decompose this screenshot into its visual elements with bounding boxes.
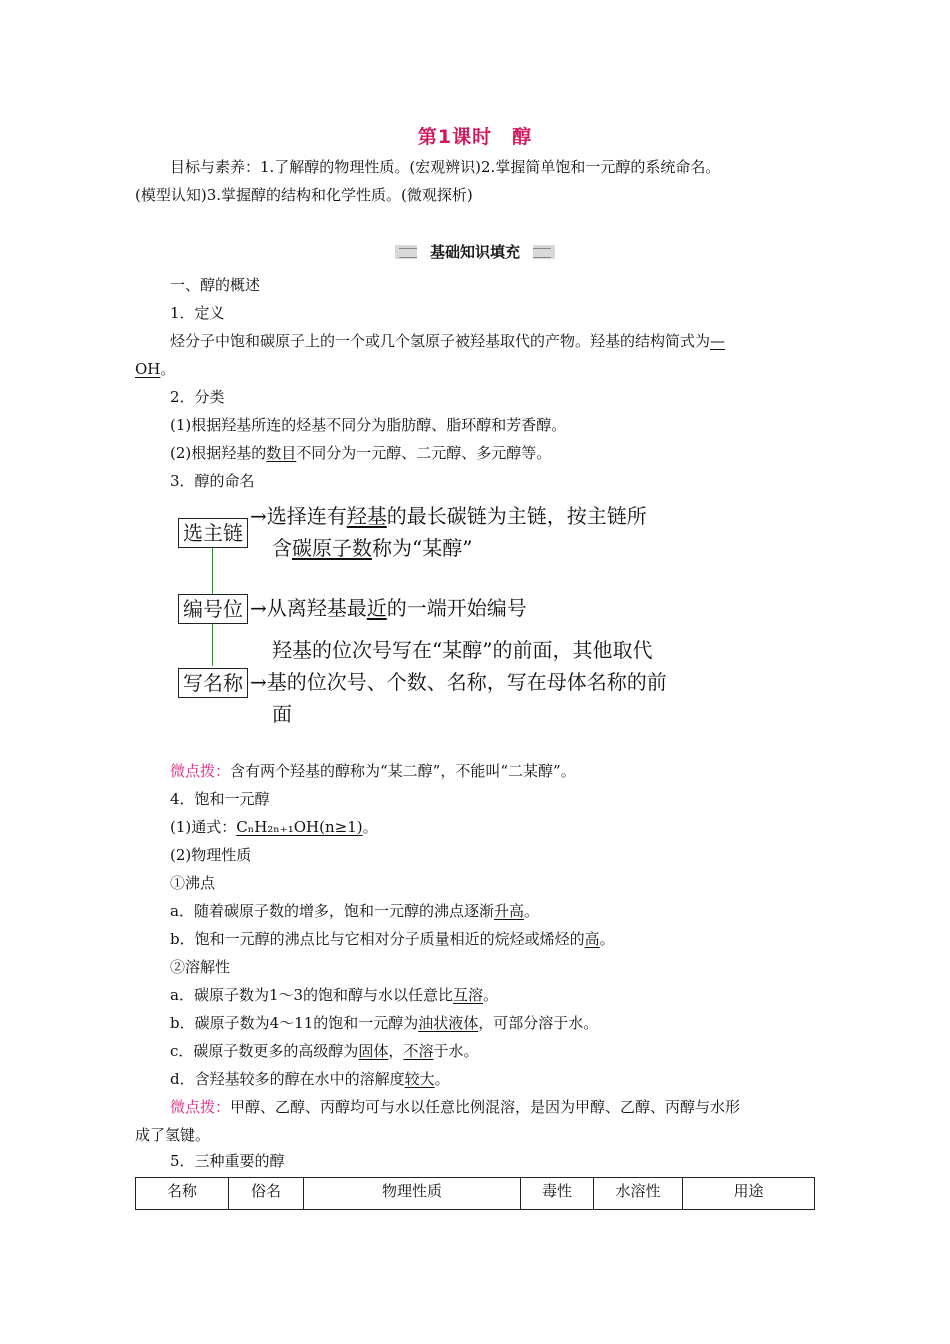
- step-text-write-name-1: 羟基的位次号写在“某醇”的前面，其他取代: [272, 638, 653, 662]
- solubility-heading: ②溶解性: [170, 958, 231, 976]
- table-header-row: [136, 1178, 815, 1210]
- step-box-write-name: 写名称: [178, 668, 248, 698]
- header-toxicity: 毒性: [521, 1178, 594, 1210]
- step-text-write-name-3: 面: [272, 702, 292, 726]
- important-alcohols-heading: 5．三种重要的醇: [170, 1152, 285, 1170]
- tip-2-line-2: 成了氢键。: [135, 1126, 211, 1144]
- definition-heading: 1．定义: [170, 304, 225, 322]
- solubility-a: a．碳原子数为1～3的饱和醇与水以任意比互溶。: [170, 986, 499, 1004]
- step-text-numbering: →从离羟基最近的一端开始编号: [250, 596, 527, 620]
- banner-label: 基础知识填充: [417, 240, 533, 264]
- saturated-alcohol-heading: 4．饱和一元醇: [170, 790, 270, 808]
- step-text-write-name-2: →基的位次号、个数、名称，写在母体名称的前: [250, 670, 667, 694]
- boiling-point-heading: ①沸点: [170, 874, 216, 892]
- goals-line-1: 目标与素养：1.了解醇的物理性质。(宏观辨识)2.掌握简单饱和一元醇的系统命名。: [170, 158, 721, 176]
- step-text-main-chain-1: →选择连有羟基的最长碳链为主链，按主链所: [250, 504, 647, 528]
- physical-properties-heading: (2)物理性质: [170, 846, 252, 864]
- solubility-b: b．碳原子数为4～11的饱和一元醇为油状液体，可部分溶于水。: [170, 1014, 599, 1032]
- solubility-c: c．碳原子数更多的高级醇为固体，不溶于水。: [170, 1042, 479, 1060]
- definition-line-1: 烃分子中饱和碳原子上的一个或几个氢原子被羟基取代的产物。羟基的结构简式为—: [170, 332, 726, 350]
- classification-1: (1)根据羟基所连的烃基不同分为脂肪醇、脂环醇和芳香醇。: [170, 416, 567, 434]
- header-uses: 用途: [683, 1178, 815, 1210]
- tip-2-line-1: 微点拨：甲醇、乙醇、丙醇均可与水以任意比例混溶，是因为甲醇、乙醇、丙醇与水形: [170, 1098, 741, 1116]
- boiling-point-a: a．随着碳原子数的增多，饱和一元醇的沸点逐渐升高。: [170, 902, 539, 920]
- alcohols-table: [135, 1177, 815, 1210]
- goals-line-2: (模型认知)3.掌握醇的结构和化学性质。(微观探析): [135, 186, 473, 204]
- solubility-d: d．含羟基较多的醇在水中的溶解度较大。: [170, 1070, 450, 1088]
- tip-1: 微点拨：含有两个羟基的醇称为“某二醇”，不能叫“二某醇”。: [170, 762, 576, 780]
- naming-heading: 3．醇的命名: [170, 472, 255, 490]
- lesson-title: 第1课时 醇: [417, 126, 533, 148]
- header-water-solubility: 水溶性: [594, 1178, 683, 1210]
- boiling-point-b: b．饱和一元醇的沸点比与它相对分子质量相近的烷烃或烯烃的高。: [170, 930, 615, 948]
- section-heading: 一、醇的概述: [170, 276, 261, 294]
- header-name: 名称: [136, 1178, 229, 1210]
- step-box-numbering: 编号位: [178, 594, 248, 624]
- step-text-main-chain-2: 含碳原子数称为“某醇”: [272, 536, 473, 560]
- definition-line-2: OH。: [135, 360, 176, 378]
- section-banner: [395, 240, 555, 264]
- header-common-name: 俗名: [229, 1178, 304, 1210]
- classification-heading: 2．分类: [170, 388, 225, 406]
- general-formula: (1)通式：CₙH₂ₙ₊₁OH(n≥1)。: [170, 818, 378, 836]
- classification-2: (2)根据羟基的数目不同分为一元醇、二元醇、多元醇等。: [170, 444, 552, 462]
- naming-flow-diagram: [170, 500, 690, 730]
- step-box-main-chain: 选主链: [178, 518, 248, 548]
- header-physical-properties: 物理性质: [304, 1178, 521, 1210]
